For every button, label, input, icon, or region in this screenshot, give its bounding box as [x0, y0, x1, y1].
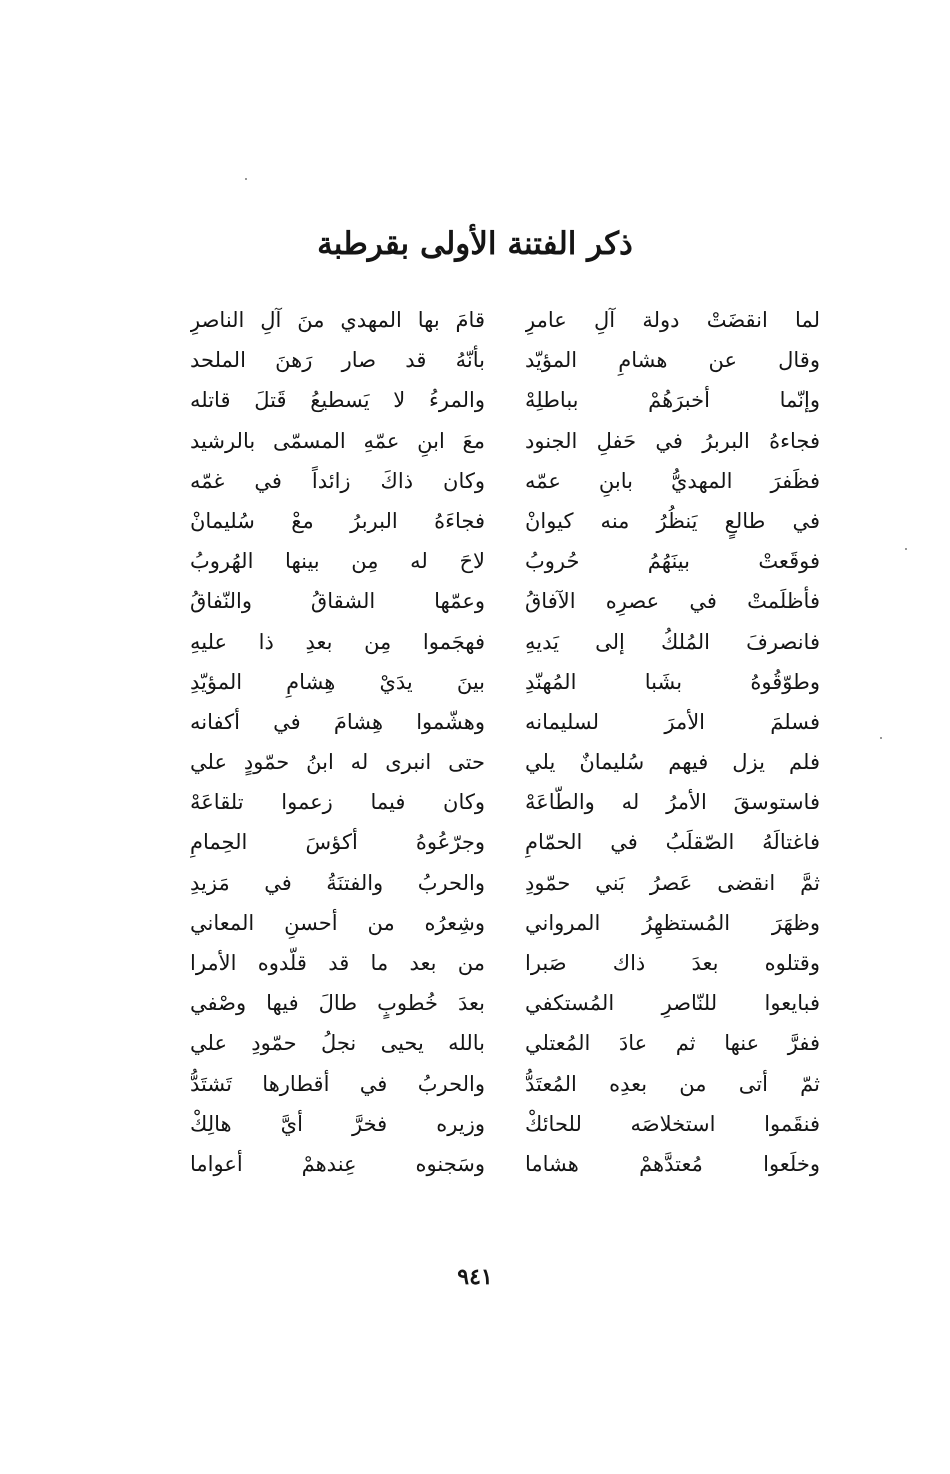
first-hemistich: فوقَعتْ بينَهُمُ حُروبُ: [525, 549, 820, 574]
first-hemistich: فاغتالَهُ الصّقلَبُ في الحمّامِ: [525, 830, 820, 855]
verse-line: [190, 983, 820, 1023]
second-hemistich: من بعد ما قد قلّدوه الأمرا: [190, 951, 485, 975]
verse-line: [190, 581, 820, 621]
first-hemistich: وطوّقُوهُ بشَبا المُهنّدِ: [525, 669, 820, 694]
verse-line: [190, 380, 820, 420]
first-hemistich: وخلَعوا مُعتدَّهمْ هشاما: [525, 1151, 820, 1176]
first-hemistich: وإنّما أخبرَهُمْ بباطلِهْ: [525, 388, 820, 413]
scan-speck: [880, 737, 882, 739]
second-hemistich: بالله يحيى نجلُ حمّودِ علي: [190, 1031, 485, 1056]
verse-line: [190, 1064, 820, 1104]
first-hemistich: فلم يزل فيهم سُليمانٌ يلي: [525, 750, 820, 775]
second-hemistich: وجرّعُوهُ أكؤسَ الحِمامِ: [190, 830, 485, 855]
verse-line: [190, 421, 820, 461]
chapter-title: ذكر الفتنة الأولى بقرطبة: [317, 226, 633, 262]
verse-line: [190, 622, 820, 662]
verse-line: [190, 300, 820, 340]
first-hemistich: فأظلَمتْ في عصرِه الآفاقُ: [525, 589, 820, 614]
first-hemistich: فانصرفَ المُلكُ إلى يَديهِ: [525, 629, 820, 654]
second-hemistich: وعمّها الشقاقُ والنّفاقُ: [190, 589, 485, 614]
second-hemistich: بأنّهُ قد صار رَهنَ الملحد: [190, 348, 485, 373]
first-hemistich: ثمّ أتى من بعدِه المُعتَدُّ: [525, 1071, 820, 1096]
first-hemistich: في طالعٍ يَنظُرُ منه كيوانْ: [525, 508, 820, 533]
first-hemistich: وظهَرَ المُستظهِرُ المرواني: [525, 910, 820, 935]
poem-verses: [190, 300, 820, 1184]
first-hemistich: فجاءهُ البربرُ في حَفلِ الجنود: [525, 428, 820, 453]
first-hemistich: ثمَّ انقضى عَصرُ بَني حمّودِ: [525, 870, 820, 895]
verse-line: [190, 662, 820, 702]
verse-line: [190, 1104, 820, 1144]
second-hemistich: معَ ابنِ عمّهِ المسمّى بالرشيد: [190, 428, 485, 453]
verse-line: [190, 501, 820, 541]
second-hemistich: وسَجنوه عِندهمْ أعواما: [190, 1151, 485, 1176]
verse-line: [190, 541, 820, 581]
verse-line: [190, 1023, 820, 1063]
verse-line: [190, 702, 820, 742]
second-hemistich: بينَ يدَيْ هِشامِ المؤيّدِ: [190, 669, 485, 694]
second-hemistich: وشِعرُه من أحسنِ المعاني: [190, 910, 485, 935]
scan-speck: [245, 178, 247, 180]
second-hemistich: بعدَ خُطوبٍ طالَ فيها وصْفي: [190, 991, 485, 1016]
verse-line: [190, 943, 820, 983]
second-hemistich: وزيره فخرَّ أيَّ هالِكْ: [190, 1111, 485, 1136]
second-hemistich: حتى انبرى له ابنُ حمّودٍ علي: [190, 750, 485, 775]
verse-line: [190, 822, 820, 862]
second-hemistich: قامَ بها المهدي منَ آلِ الناصرِ: [190, 308, 485, 332]
second-hemistich: وكان فيما زعموا تلقاعَهْ: [190, 790, 485, 815]
page-number: ٩٤١: [457, 1264, 493, 1290]
second-hemistich: فهجَموا مِن بعدِ ذا عليهِ: [190, 629, 485, 654]
first-hemistich: فاستوسقَ الأمرُ له والطّاعَهْ: [525, 790, 820, 815]
verse-line: [190, 903, 820, 943]
second-hemistich: وكان ذاكَ زائداً في غمّه: [190, 468, 485, 493]
second-hemistich: والمرءُ لا يَسطيعُ قَتلَ قاتله: [190, 388, 485, 413]
first-hemistich: لما انقضَتْ دولة آلِ عامرِ: [525, 308, 820, 332]
second-hemistich: فجاءَهُ البربرُ معْ سُليمانْ: [190, 508, 485, 533]
verse-line: [190, 340, 820, 380]
first-hemistich: فبايعوا للنّاصرِ المُستكفي: [525, 991, 820, 1016]
second-hemistich: وهشّموا هِشامَ في أكفانه: [190, 709, 485, 734]
scan-speck: [905, 548, 907, 550]
verse-line: [190, 1144, 820, 1184]
first-hemistich: فسلمَ الأمرَ لسليمانه: [525, 709, 820, 734]
second-hemistich: لاحَ له مِن بينها الهُروبُ: [190, 549, 485, 574]
first-hemistich: وقتلوه بعدَ ذاك صَبرا: [525, 951, 820, 975]
first-hemistich: فظَفرَ المهديُّ بابنِ عمّه: [525, 468, 820, 493]
verse-line: [190, 782, 820, 822]
verse-line: [190, 461, 820, 501]
second-hemistich: والحربُ في أقطارها تَشتَدُّ: [190, 1071, 485, 1096]
verse-line: [190, 742, 820, 782]
first-hemistich: وقال عن هشامِ المؤيّد: [525, 348, 820, 373]
verse-line: [190, 863, 820, 903]
second-hemistich: والحربُ والفتنَةُ في مَزيدِ: [190, 870, 485, 895]
first-hemistich: ففرَّ عنها ثم عادَ المُعتلي: [525, 1031, 820, 1056]
first-hemistich: فنقَموا استخلاصَه للحائكْ: [525, 1111, 820, 1136]
